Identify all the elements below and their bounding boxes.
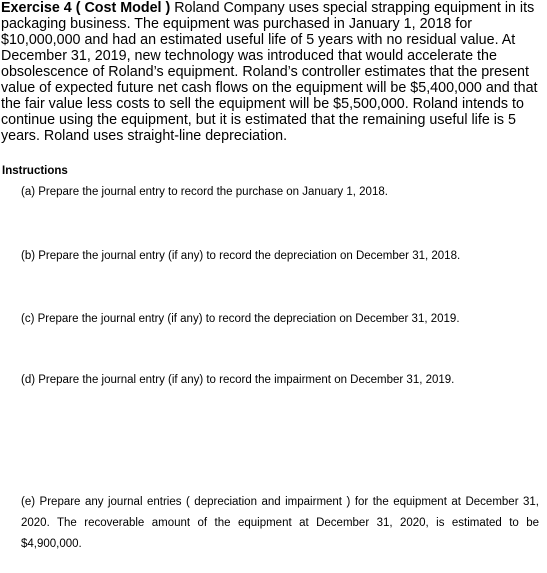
instruction-c: (c) Prepare the journal entry (if any) to record the depreciation on December 31, 2019. bbox=[21, 313, 460, 325]
instructions-title: Instructions bbox=[2, 165, 68, 177]
exercise-heading: Exercise 4 ( Cost Model ) bbox=[1, 0, 171, 16]
exercise-paragraph bbox=[1, 0, 541, 144]
instruction-b: (b) Prepare the journal entry (if any) to record the depreciation on December 31, 2018. bbox=[21, 250, 461, 262]
instruction-e: (e) Prepare any journal entries ( depreciation and impairment ) for the equipment at December 31, 2020. The recoverable amount of the equipment at December 31, 2020, is estimated to be $4,900,000. bbox=[21, 496, 539, 550]
exercise-body: Roland Company uses special strapping equipment in its packaging business. The equipment was purchased in January 1, 2018 for $10,000,000 and had an estimated useful life of 5 years with no residual value. At December 31, 2019, new technology was introduced that would accelerate the obsolescence of Roland’s equipment. Roland’s controller estimates that the present value of expected future net cash flows on the equipment will be $5,400,000 and that the fair value less costs to sell the equipment will be $5,500,000. Roland intends to continue using the equipment, but it is estimated that the remaining useful life is 5 years. Roland uses straight-line depreciation. bbox=[1, 0, 538, 144]
instruction-d: (d) Prepare the journal entry (if any) to record the impairment on December 31, 2019. bbox=[21, 374, 455, 386]
instruction-a: (a) Prepare the journal entry to record the purchase on January 1, 2018. bbox=[21, 186, 388, 198]
